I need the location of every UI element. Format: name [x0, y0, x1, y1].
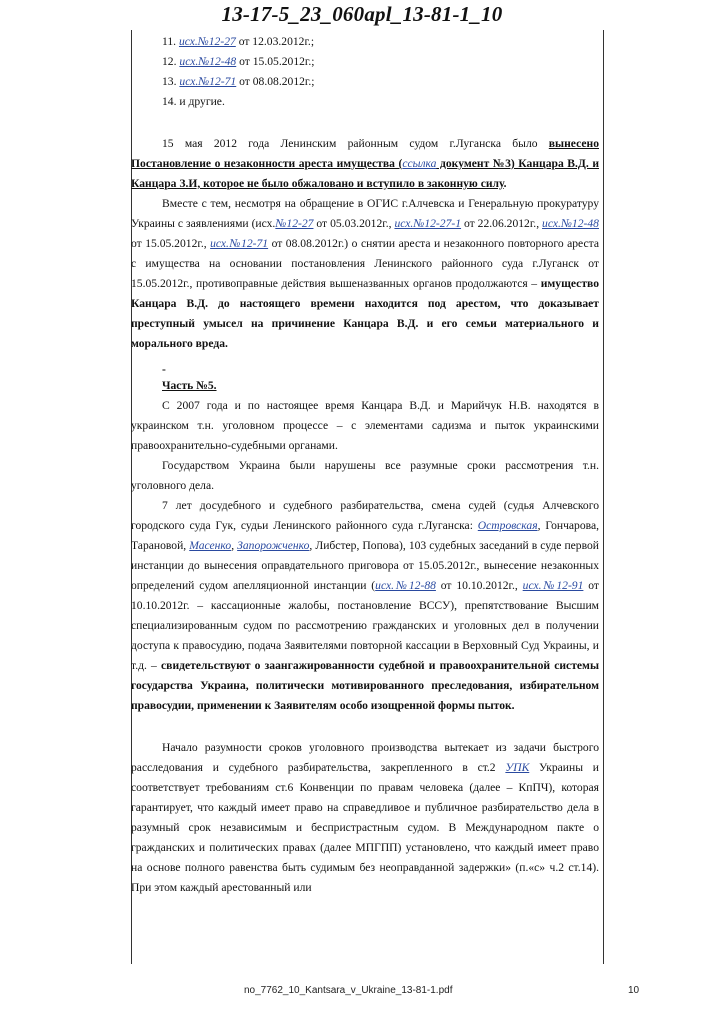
reference-link[interactable]: исх.№12-27-1: [394, 217, 462, 230]
list-item: [131, 92, 599, 112]
paragraph-text: Вместе с тем, несмотря на обращение в ОГИС г.Алчевска и Генеральную прокуратуру Украины с заявлениями (исх.: [131, 197, 599, 230]
emphasis-text: имущество Канцара В.Д. до настоящего времени находится под арестом, что доказывает преступный умысел на причинение Канцара В.Д. и его семьи материального и морального вреда.: [131, 277, 599, 350]
footer-filename: no_7762_10_Kantsara_v_Ukraine_13-81-1.pdf: [244, 985, 453, 996]
paragraph-text: , Либстер, Попова), 103 судебных заседаний в суде первой инстанции до вынесения оправдательного приговора от 15.05.2012г., вынесение незаконных определений судом апелляционной инстанции (: [131, 539, 599, 592]
list-number: 12.: [162, 55, 177, 68]
paragraph-duration: С 2007 года и по настоящее время Канцара В.Д. и Марийчук Н.В. находятся в украинском т.н. уголовном процессе – с элементами садизма и пыток украинскими правоохранительно-судебными органами.: [131, 399, 599, 452]
spacer: [131, 354, 599, 364]
list-number: 13.: [162, 75, 177, 88]
reference-link[interactable]: исх.№12-71: [210, 237, 269, 250]
reference-link[interactable]: №12-27: [275, 217, 314, 230]
document-body: [131, 32, 599, 898]
paragraph-terms: Государством Украина были нарушены все разумные сроки рассмотрения т.н. уголовного дела.: [131, 459, 599, 492]
paragraph-text: Начало разумности сроков уголовного производства вытекает из задачи быстрого расследования и судебного разбирательства, закрепленного в ст.2: [131, 741, 599, 774]
reference-link[interactable]: исх.№12-48: [542, 217, 599, 230]
list-item: [131, 52, 599, 72]
paragraph-text: от 05.03.2012г.,: [313, 217, 395, 230]
paragraph-text: от 08.08.2012г.) о снятии ареста и незаконного повторного ареста с имущества на основании постановления Ленинского районного суда г.Луганск от 15.05.2012г., противоправные действия вышеназванных органов продолжаются –: [131, 237, 599, 290]
code-link[interactable]: УПК: [505, 761, 530, 774]
list-text: от 15.05.2012г.;: [236, 55, 315, 68]
page-number: 10: [628, 985, 640, 996]
paragraph-reasonable-time: [131, 738, 599, 898]
document-header-title: 13-17-5_23_060apl_13-81-1_10: [221, 2, 503, 26]
list-number: 11.: [162, 35, 177, 48]
paragraph-text: от 15.05.2012г.,: [131, 237, 211, 250]
spacer: [131, 716, 599, 738]
spacer: [131, 112, 599, 134]
document-link[interactable]: ссылка: [402, 157, 437, 170]
paragraph-text: , Гончарова, Тарановой,: [131, 519, 600, 552]
section-heading: Часть №5.: [162, 379, 217, 392]
emphasis-text: свидетельствуют о заангажированности судебной и правоохранительной системы государства Украина, политически мотивированного преследования, избирательном правосудии, применении к Заявителям особо изощренной формы пыток.: [131, 659, 599, 712]
reference-link[interactable]: исх.№12-71: [179, 75, 237, 88]
reference-link[interactable]: исх.№12-91: [522, 579, 584, 592]
judge-link[interactable]: Масенко: [189, 539, 232, 552]
paragraph-text: от 22.06.2012г.,: [461, 217, 543, 230]
list-item: [131, 72, 599, 92]
list-item: [131, 32, 599, 52]
reference-link[interactable]: исх.№12-48: [179, 55, 237, 68]
emphasis-text: документ №3) Канцара В.Д. и Канцара З.И, которое не было обжаловано и вступило в законную силу: [131, 157, 599, 190]
list-text: от 08.08.2012г.;: [236, 75, 315, 88]
paragraph-text: ,: [231, 539, 238, 552]
paragraph-text: 7 лет досудебного и судебного разбирательства, смена судей (судья Алчевского городского суда Гук, судьи Ленинского районного суда г.Луганска:: [131, 499, 599, 532]
paragraph-proceedings: [131, 496, 599, 716]
judge-link[interactable]: Островская: [477, 519, 538, 532]
reference-link[interactable]: исх.№12-88: [375, 579, 436, 592]
paragraph-text: от 10.10.2012г. – кассационные жалобы, постановление ВССУ), препятствование Высшим специализированным судом по рассмотрению гражданских и уголовных дел в получении доступа к правосудию, подача Заявителями повторной кассации в Верховный Суд Украины, и т.д. –: [131, 579, 599, 672]
paragraph-arrest: [131, 194, 599, 354]
reference-link[interactable]: исх.№12-27: [178, 35, 236, 48]
dash-marker: -: [162, 363, 166, 376]
judge-link[interactable]: Запорожченко: [237, 539, 310, 552]
paragraph-text: 15 мая 2012 года Ленинским районным судом г.Луганска было: [162, 137, 549, 150]
paragraph-text: от 10.10.2012г.,: [435, 579, 523, 592]
list-text: и другие.: [176, 95, 225, 108]
paragraph-court-ruling: [131, 134, 599, 194]
list-text: от 12.03.2012г.;: [235, 35, 315, 48]
list-number: 14.: [162, 95, 177, 108]
paragraph-text: .: [503, 177, 507, 190]
emphasis-text: вынесено Постановление о незаконности ареста имущества (: [131, 137, 599, 170]
paragraph-text: Украины и соответствует требованиям ст.6 Конвенции по правам человека (далее – КпПЧ), которая гарантирует, что каждый имеет право на справедливое и публичное разбирательство дела в разумный срок независимым и беспристрастным судом. В Международном пакте о гражданских и политических правах (далее МПГПП) установлено, что каждый имеет право на основе полного равенства быть судимым без неоправданной задержки» (п.«с» ч.2 ст.14). При этом каждый арестованный или: [131, 761, 599, 894]
right-margin-rule: [603, 30, 604, 964]
